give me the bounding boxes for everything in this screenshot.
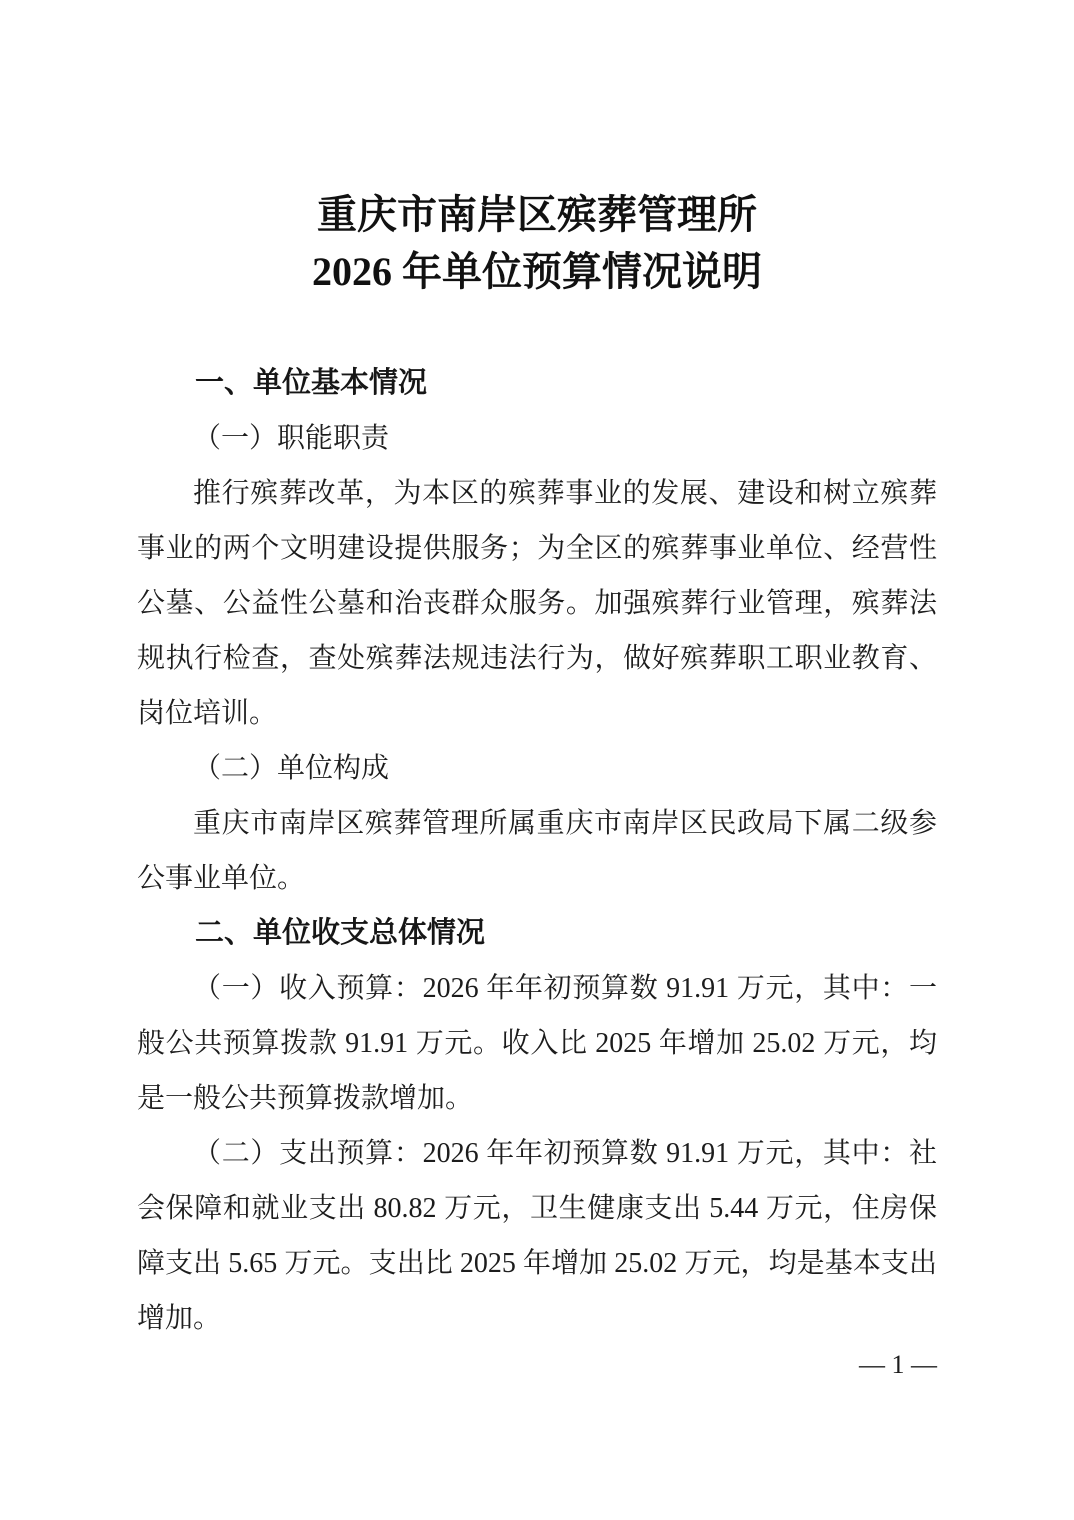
subsection-heading-duties: （一）职能职责 (193, 423, 390, 454)
subsection-heading-composition: （二）单位构成 (193, 753, 390, 784)
paragraph-expenditure-budget (137, 1126, 937, 1346)
paragraph-income-budget-label: （一）收入预算： (193, 973, 423, 1004)
paragraph-income-budget-text: 2026 年年初预算数 91.91 万元，其中：一般公共预算拨款 91.91 万元。收入比 2025 年增加 25.02 万元，均是一般公共预算拨款增加。 (137, 973, 937, 1114)
paragraph-composition: 重庆市南岸区殡葬管理所属重庆市南岸区民政局下属二级参公事业单位。 (137, 808, 937, 894)
page-number: — 1 — (859, 1350, 937, 1379)
document-title-line1: 重庆市南岸区殡葬管理所 (317, 192, 757, 237)
paragraph-expenditure-budget-label: （二）支出预算： (193, 1138, 423, 1169)
paragraph-expenditure-budget-text: 2026 年年初预算数 91.91 万元，其中：社会保障和就业支出 80.82 万元，卫生健康支出 5.44 万元，住房保障支出 5.65 万元。支出比 2025 年增加 25.02 万元，均是基本支出增加。 (137, 1138, 937, 1334)
document-title-line2: 2026 年单位预算情况说明 (312, 249, 762, 294)
document-title (0, 0, 1074, 300)
section-heading-basic-info: 一、单位基本情况 (195, 367, 428, 399)
paragraph-duties: 推行殡葬改革，为本区的殡葬事业的发展、建设和树立殡葬事业的两个文明建设提供服务；为全区的殡葬事业单位、经营性公墓、公益性公墓和治丧群众服务。加强殡葬行业管理，殡葬法规执行检查，查处殡葬法规违法行为，做好殡葬职工职业教育、岗位培训。 (137, 478, 937, 729)
section-heading-budget-overview: 二、单位收支总体情况 (195, 917, 486, 949)
paragraph-income-budget (137, 961, 937, 1126)
document-body (137, 356, 937, 1346)
